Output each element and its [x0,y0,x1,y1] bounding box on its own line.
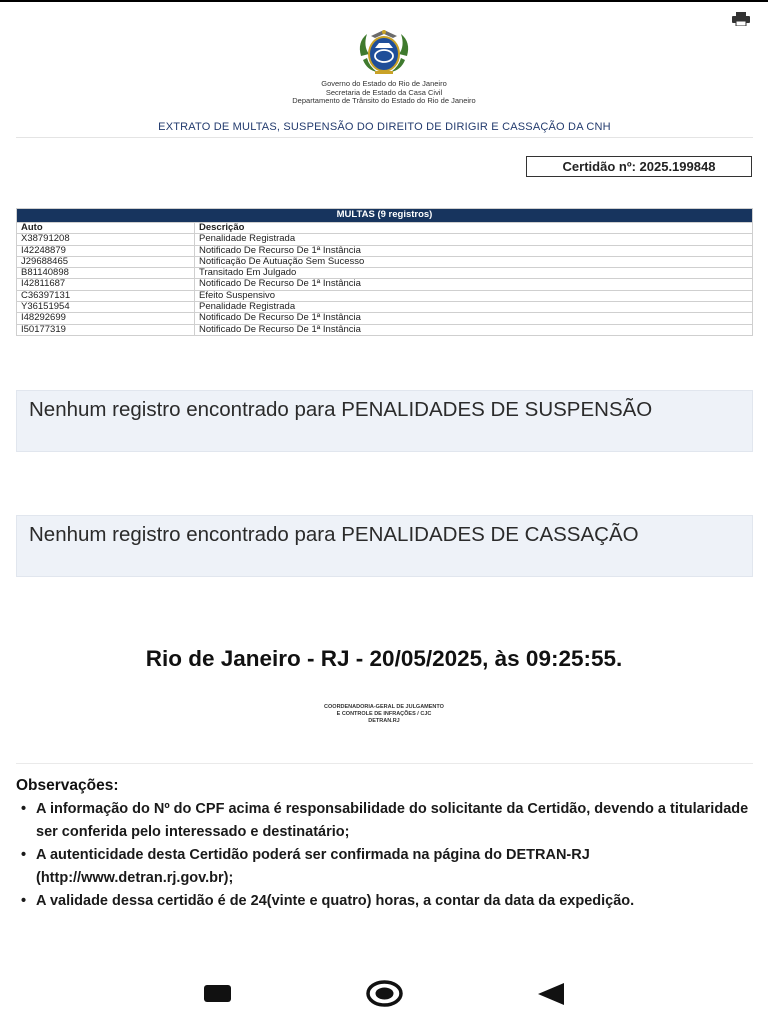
top-border [0,0,768,2]
auto-cell: J29688465 [17,256,195,267]
table-row [17,290,753,301]
stamp-line-2: E CONTROLE DE INFRAÇÕES / CJC [336,711,432,717]
table-row [17,302,753,313]
observations-list [16,798,756,913]
description-cell: Efeito Suspensivo [195,290,753,301]
home-circle-icon[interactable] [366,980,403,1007]
stamp-line-3: DETRAN.RJ [368,718,400,724]
certificate-number: Certidão nº: 2025.199848 [526,156,752,177]
issue-date-line: Rio de Janeiro - RJ - 20/05/2025, às 09:25:55. [145,646,623,671]
cassation-notice: Nenhum registro encontrado para PENALIDADES DE CASSAÇÃO [16,515,753,577]
table-row [17,313,753,324]
fines-table-caption: MULTAS (9 registros) [17,209,753,223]
auto-cell: X38791208 [17,234,195,245]
table-row [17,279,753,290]
description-cell: Notificado De Recurso De 1ª Instância [195,324,753,335]
description-cell: Notificação De Autuação Sem Sucesso [195,256,753,267]
observation-item: • A validade dessa certidão é de 24(vinte e quatro) horas, a contar da data da expedição. [16,890,756,913]
suspension-notice: Nenhum registro encontrado para PENALIDADES DE SUSPENSÃO [16,390,753,452]
observation-item: • A autenticidade desta Certidão poderá ser confirmada na página do DETRAN-RJ (http://www.detran.rj.gov.br); [16,844,756,890]
auto-cell: I50177319 [17,324,195,335]
description-cell: Notificado De Recurso De 1ª Instância [195,279,753,290]
auto-cell: Y36151954 [17,302,195,313]
gov-line-department: Departamento de Trânsito do Estado do Rio de Janeiro [292,96,476,105]
stamp-line-1: COORDENADORIA-GERAL DE JULGAMENTO [324,704,444,710]
description-cell: Notificado De Recurso De 1ª Instância [195,313,753,324]
table-row [17,245,753,256]
auto-cell: C36397131 [17,290,195,301]
printer-icon[interactable] [732,12,750,26]
description-cell: Penalidade Registrada [195,234,753,245]
issuer-stamp [0,704,768,725]
gov-line-secretariat: Secretaria de Estado da Casa Civil [325,87,443,97]
android-navigation-bar [0,972,768,1016]
auto-cell: B81140898 [17,268,195,279]
table-row [17,324,753,335]
table-row [17,268,753,279]
observations-section [16,777,756,913]
column-header-auto: Auto [17,223,195,234]
coat-of-arms-icon [353,26,415,78]
back-triangle-icon[interactable] [538,983,564,1005]
recent-apps-icon[interactable] [204,985,231,1002]
description-cell: Notificado De Recurso De 1ª Instância [195,245,753,256]
fines-table [16,208,753,336]
observations-title: Observações: [16,777,119,794]
gov-line-state: Governo do Estado do Rio de Janeiro [321,79,447,88]
description-cell: Transitado Em Julgado [195,268,753,279]
table-row [17,234,753,245]
auto-cell: I42248879 [17,245,195,256]
auto-cell: I42811687 [17,279,195,290]
column-header-descricao: Descrição [195,223,753,234]
observation-item: • A informação do Nº do CPF acima é responsabilidade do solicitante da Certidão, devendo a titularidade ser conferida pelo interessado e destinatário; [16,798,756,844]
document-header [0,26,768,106]
description-cell: Penalidade Registrada [195,302,753,313]
table-row [17,256,753,267]
auto-cell: I48292699 [17,313,195,324]
divider [16,763,753,764]
document-title: EXTRATO DE MULTAS, SUSPENSÃO DO DIREITO DE DIRIGIR E CASSAÇÃO DA CNH [16,121,753,138]
